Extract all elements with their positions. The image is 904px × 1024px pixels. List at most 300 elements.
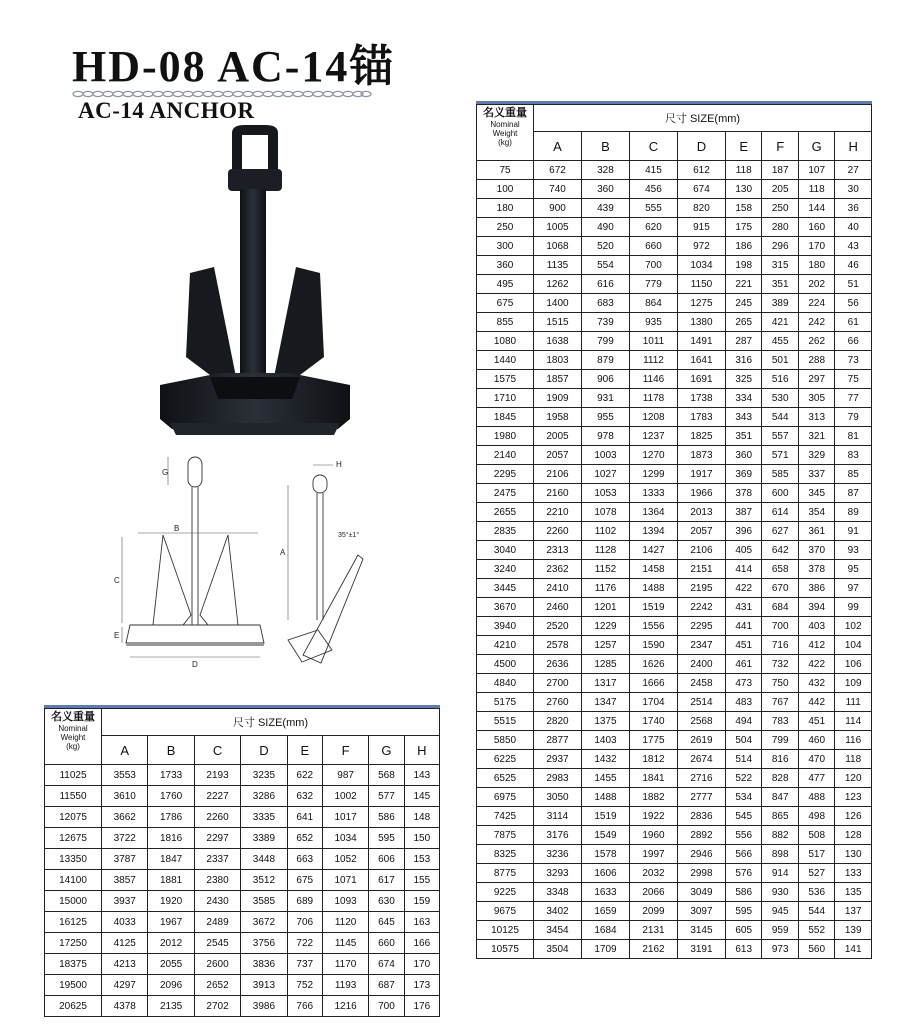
- size-cell: 663: [287, 849, 322, 870]
- size-cell: 544: [762, 408, 799, 427]
- size-cell: 202: [798, 275, 835, 294]
- table-row: [45, 786, 440, 807]
- size-cell: 557: [762, 427, 799, 446]
- size-cell: 1578: [581, 845, 629, 864]
- size-cell: 176: [404, 996, 439, 1017]
- size-cell: 1002: [322, 786, 368, 807]
- size-cell: 1275: [677, 294, 725, 313]
- size-cell: 1857: [534, 370, 582, 389]
- size-cell: 1285: [581, 655, 629, 674]
- size-cell: 3662: [102, 807, 148, 828]
- size-cell: 3335: [241, 807, 287, 828]
- nominal-weight-cell: 2475: [477, 484, 534, 503]
- size-cell: 517: [798, 845, 835, 864]
- size-cell: 3348: [534, 883, 582, 902]
- size-cell: 175: [725, 218, 762, 237]
- size-cell: 882: [762, 826, 799, 845]
- size-cell: 706: [287, 912, 322, 933]
- size-cell: 1786: [148, 807, 194, 828]
- size-cell: 2568: [677, 712, 725, 731]
- size-cell: 585: [762, 465, 799, 484]
- size-cell: 265: [725, 313, 762, 332]
- size-cell: 915: [677, 218, 725, 237]
- nominal-weight-cell: 10125: [477, 921, 534, 940]
- size-cell: 118: [835, 750, 872, 769]
- nominal-weight-cell: 4840: [477, 674, 534, 693]
- size-cell: 1549: [581, 826, 629, 845]
- size-cell: 1733: [148, 765, 194, 786]
- nominal-weight-cell: 8775: [477, 864, 534, 883]
- size-cell: 1262: [534, 275, 582, 294]
- size-cell: 1270: [629, 446, 677, 465]
- nominal-weight-cell: 3940: [477, 617, 534, 636]
- size-cell: 1966: [677, 484, 725, 503]
- size-cell: 186: [725, 237, 762, 256]
- size-cell: 498: [798, 807, 835, 826]
- size-cell: 2777: [677, 788, 725, 807]
- size-cell: 483: [725, 693, 762, 712]
- size-cell: 137: [835, 902, 872, 921]
- size-cell: 1034: [677, 256, 725, 275]
- size-cell: 205: [762, 180, 799, 199]
- size-cell: 700: [762, 617, 799, 636]
- size-cell: 221: [725, 275, 762, 294]
- size-cell: 85: [835, 465, 872, 484]
- nominal-weight-cell: 675: [477, 294, 534, 313]
- size-cell: 460: [798, 731, 835, 750]
- size-cell: 170: [798, 237, 835, 256]
- table-row: [477, 313, 872, 332]
- size-cell: 1017: [322, 807, 368, 828]
- size-header: 尺寸 SIZE(mm): [534, 105, 872, 132]
- size-cell: 606: [369, 849, 404, 870]
- size-cell: 1034: [322, 828, 368, 849]
- label-g: G: [162, 468, 169, 477]
- nominal-weight-cell: 5515: [477, 712, 534, 731]
- size-cell: 160: [798, 218, 835, 237]
- size-cell: 148: [404, 807, 439, 828]
- size-cell: 1458: [629, 560, 677, 579]
- table-row: [477, 332, 872, 351]
- size-cell: 2460: [534, 598, 582, 617]
- size-cell: 1193: [322, 975, 368, 996]
- size-cell: 432: [798, 674, 835, 693]
- size-cell: 2820: [534, 712, 582, 731]
- size-cell: 847: [762, 788, 799, 807]
- nominal-weight-cell: 4500: [477, 655, 534, 674]
- size-cell: 158: [725, 199, 762, 218]
- size-cell: 75: [835, 370, 872, 389]
- table-row: [477, 883, 872, 902]
- size-cell: 700: [369, 996, 404, 1017]
- nominal-en-3: (kg): [498, 138, 512, 147]
- size-cell: 645: [369, 912, 404, 933]
- size-cell: 1432: [581, 750, 629, 769]
- table-row: [477, 636, 872, 655]
- size-cell: 345: [798, 484, 835, 503]
- table-row: [477, 731, 872, 750]
- size-cell: 141: [835, 940, 872, 959]
- size-cell: 2545: [194, 933, 240, 954]
- table-row: [477, 294, 872, 313]
- size-cell: 566: [725, 845, 762, 864]
- table-row: [477, 940, 872, 959]
- size-cell: 2430: [194, 891, 240, 912]
- size-cell: 1011: [629, 332, 677, 351]
- size-cell: 180: [798, 256, 835, 275]
- size-cell: 4125: [102, 933, 148, 954]
- nominal-weight-cell: 250: [477, 218, 534, 237]
- size-cell: 689: [287, 891, 322, 912]
- nominal-weight-header: [45, 709, 102, 765]
- size-cell: 3235: [241, 765, 287, 786]
- size-cell: 3097: [677, 902, 725, 921]
- nominal-weight-cell: 18375: [45, 954, 102, 975]
- size-cell: 2578: [534, 636, 582, 655]
- table-row: [477, 826, 872, 845]
- size-cell: 1178: [629, 389, 677, 408]
- nominal-weight-cell: 11025: [45, 765, 102, 786]
- table-row: [477, 199, 872, 218]
- size-cell: 1922: [629, 807, 677, 826]
- size-cell: 2716: [677, 769, 725, 788]
- nominal-weight-cell: 495: [477, 275, 534, 294]
- size-cell: 2135: [148, 996, 194, 1017]
- size-cell: 2836: [677, 807, 725, 826]
- size-cell: 451: [798, 712, 835, 731]
- table-row: [45, 912, 440, 933]
- size-cell: 1112: [629, 351, 677, 370]
- size-cell: 660: [629, 237, 677, 256]
- nominal-weight-cell: 5175: [477, 693, 534, 712]
- nominal-weight-cell: 100: [477, 180, 534, 199]
- size-cell: 2032: [629, 864, 677, 883]
- size-cell: 1816: [148, 828, 194, 849]
- size-cell: 2295: [677, 617, 725, 636]
- nominal-weight-cell: 9675: [477, 902, 534, 921]
- size-cell: 153: [404, 849, 439, 870]
- size-cell: 1146: [629, 370, 677, 389]
- size-cell: 586: [725, 883, 762, 902]
- size-cell: 2057: [677, 522, 725, 541]
- label-angle: 35°±1°: [338, 532, 360, 539]
- nominal-weight-cell: 6225: [477, 750, 534, 769]
- anchor-photo: [150, 125, 360, 440]
- label-e: E: [114, 631, 120, 640]
- table-row: [477, 465, 872, 484]
- nominal-weight-cell: 19500: [45, 975, 102, 996]
- table-row: [477, 503, 872, 522]
- size-cell: 2337: [194, 849, 240, 870]
- table-row: [477, 598, 872, 617]
- size-cell: 107: [798, 161, 835, 180]
- size-cell: 1403: [581, 731, 629, 750]
- size-cell: 1027: [581, 465, 629, 484]
- size-cell: 95: [835, 560, 872, 579]
- nominal-weight-cell: 5850: [477, 731, 534, 750]
- size-cell: 732: [762, 655, 799, 674]
- size-cell: 1709: [581, 940, 629, 959]
- size-cell: 1920: [148, 891, 194, 912]
- size-cell: 360: [581, 180, 629, 199]
- nominal-weight-cell: 14100: [45, 870, 102, 891]
- nominal-weight-cell: 8325: [477, 845, 534, 864]
- size-cell: 414: [725, 560, 762, 579]
- size-cell: 387: [725, 503, 762, 522]
- size-cell: 722: [287, 933, 322, 954]
- size-cell: 378: [725, 484, 762, 503]
- size-cell: 1515: [534, 313, 582, 332]
- size-cell: 187: [762, 161, 799, 180]
- size-cell: 386: [798, 579, 835, 598]
- size-cell: 534: [725, 788, 762, 807]
- size-cell: 159: [404, 891, 439, 912]
- col-h: H: [835, 132, 872, 161]
- size-cell: 369: [725, 465, 762, 484]
- table-row: [45, 828, 440, 849]
- size-cell: 170: [404, 954, 439, 975]
- nominal-weight-header: [477, 105, 534, 161]
- nominal-weight-cell: 855: [477, 313, 534, 332]
- size-cell: 595: [725, 902, 762, 921]
- nominal-en-2: Weight: [60, 733, 86, 742]
- column-header-row: [45, 736, 440, 765]
- size-cell: 973: [762, 940, 799, 959]
- size-cell: 1150: [677, 275, 725, 294]
- size-cell: 816: [762, 750, 799, 769]
- size-cell: 421: [762, 313, 799, 332]
- size-cell: 987: [322, 765, 368, 786]
- nominal-weight-cell: 6525: [477, 769, 534, 788]
- size-cell: 328: [581, 161, 629, 180]
- size-cell: 245: [725, 294, 762, 313]
- table-row: [477, 750, 872, 769]
- size-cell: 1071: [322, 870, 368, 891]
- size-cell: 36: [835, 199, 872, 218]
- size-cell: 1997: [629, 845, 677, 864]
- size-cell: 740: [534, 180, 582, 199]
- size-cell: 935: [629, 313, 677, 332]
- size-cell: 106: [835, 655, 872, 674]
- size-cell: 586: [369, 807, 404, 828]
- size-cell: 470: [798, 750, 835, 769]
- size-cell: 128: [835, 826, 872, 845]
- col-e: E: [725, 132, 762, 161]
- nominal-weight-cell: 1845: [477, 408, 534, 427]
- size-cell: 87: [835, 484, 872, 503]
- size-cell: 43: [835, 237, 872, 256]
- col-b: B: [581, 132, 629, 161]
- size-cell: 77: [835, 389, 872, 408]
- size-cell: 1427: [629, 541, 677, 560]
- size-cell: 898: [762, 845, 799, 864]
- nominal-weight-cell: 360: [477, 256, 534, 275]
- size-cell: 155: [404, 870, 439, 891]
- size-cell: 488: [798, 788, 835, 807]
- nominal-weight-cell: 3670: [477, 598, 534, 617]
- size-cell: 262: [798, 332, 835, 351]
- size-cell: 1170: [322, 954, 368, 975]
- size-cell: 1803: [534, 351, 582, 370]
- table-row: [477, 237, 872, 256]
- col-c: C: [194, 736, 240, 765]
- size-cell: 501: [762, 351, 799, 370]
- nominal-weight-cell: 12075: [45, 807, 102, 828]
- size-cell: 2892: [677, 826, 725, 845]
- size-cell: 114: [835, 712, 872, 731]
- size-cell: 422: [798, 655, 835, 674]
- size-cell: 2400: [677, 655, 725, 674]
- size-cell: 4297: [102, 975, 148, 996]
- size-cell: 1847: [148, 849, 194, 870]
- size-cell: 670: [762, 579, 799, 598]
- size-cell: 516: [762, 370, 799, 389]
- size-cell: 1812: [629, 750, 677, 769]
- table-row: [477, 807, 872, 826]
- size-cell: 2242: [677, 598, 725, 617]
- nominal-weight-cell: 2655: [477, 503, 534, 522]
- size-cell: 150: [404, 828, 439, 849]
- size-cell: 552: [798, 921, 835, 940]
- size-cell: 568: [369, 765, 404, 786]
- size-cell: 297: [798, 370, 835, 389]
- size-cell: 955: [581, 408, 629, 427]
- size-cell: 389: [762, 294, 799, 313]
- size-cell: 879: [581, 351, 629, 370]
- size-cell: 799: [581, 332, 629, 351]
- size-cell: 3236: [534, 845, 582, 864]
- size-cell: 456: [629, 180, 677, 199]
- size-cell: 3610: [102, 786, 148, 807]
- nominal-weight-cell: 3040: [477, 541, 534, 560]
- size-cell: 687: [369, 975, 404, 996]
- size-cell: 1299: [629, 465, 677, 484]
- size-cell: 40: [835, 218, 872, 237]
- size-cell: 51: [835, 275, 872, 294]
- size-cell: 3722: [102, 828, 148, 849]
- size-cell: 439: [581, 199, 629, 218]
- size-cell: 329: [798, 446, 835, 465]
- table-row: [477, 522, 872, 541]
- table-row: [45, 807, 440, 828]
- size-cell: 737: [287, 954, 322, 975]
- size-cell: 1825: [677, 427, 725, 446]
- col-d: D: [241, 736, 287, 765]
- table-row: [477, 389, 872, 408]
- size-cell: 1519: [581, 807, 629, 826]
- size-cell: 508: [798, 826, 835, 845]
- col-a: A: [102, 736, 148, 765]
- col-h: H: [404, 736, 439, 765]
- size-cell: 1216: [322, 996, 368, 1017]
- size-cell: 2106: [677, 541, 725, 560]
- size-cell: 93: [835, 541, 872, 560]
- size-cell: 163: [404, 912, 439, 933]
- page-subtitle: AC-14 ANCHOR: [78, 98, 255, 123]
- size-cell: 133: [835, 864, 872, 883]
- size-cell: 2313: [534, 541, 582, 560]
- table-row: [477, 579, 872, 598]
- size-cell: 959: [762, 921, 799, 940]
- size-cell: 351: [725, 427, 762, 446]
- size-cell: 316: [725, 351, 762, 370]
- size-cell: 1606: [581, 864, 629, 883]
- size-cell: 627: [762, 522, 799, 541]
- size-cell: 109: [835, 674, 872, 693]
- table-row: [477, 218, 872, 237]
- size-cell: 477: [798, 769, 835, 788]
- nominal-weight-cell: 16125: [45, 912, 102, 933]
- nominal-weight-cell: 10575: [477, 940, 534, 959]
- size-cell: 1491: [677, 332, 725, 351]
- size-cell: 2652: [194, 975, 240, 996]
- size-cell: 139: [835, 921, 872, 940]
- size-cell: 1237: [629, 427, 677, 446]
- table-row: [45, 849, 440, 870]
- size-cell: 3553: [102, 765, 148, 786]
- size-cell: 1626: [629, 655, 677, 674]
- size-cell: 1691: [677, 370, 725, 389]
- size-cell: 600: [762, 484, 799, 503]
- size-cell: 1208: [629, 408, 677, 427]
- nominal-weight-cell: 2140: [477, 446, 534, 465]
- size-cell: 560: [798, 940, 835, 959]
- size-cell: 104: [835, 636, 872, 655]
- size-cell: 1488: [629, 579, 677, 598]
- size-cell: 1760: [148, 786, 194, 807]
- size-cell: 1882: [629, 788, 677, 807]
- table-row: [477, 617, 872, 636]
- size-cell: 2297: [194, 828, 240, 849]
- size-cell: 1967: [148, 912, 194, 933]
- table-row: [477, 921, 872, 940]
- size-cell: 422: [725, 579, 762, 598]
- chain-decoration: [72, 90, 372, 98]
- size-cell: 864: [629, 294, 677, 313]
- table-row: [45, 954, 440, 975]
- size-cell: 126: [835, 807, 872, 826]
- size-cell: 716: [762, 636, 799, 655]
- nominal-weight-cell: 2835: [477, 522, 534, 541]
- size-cell: 1005: [534, 218, 582, 237]
- col-b: B: [148, 736, 194, 765]
- size-cell: 473: [725, 674, 762, 693]
- size-cell: 4213: [102, 954, 148, 975]
- size-cell: 2260: [534, 522, 582, 541]
- size-cell: 576: [725, 864, 762, 883]
- size-cell: 361: [798, 522, 835, 541]
- nominal-weight-cell: 3445: [477, 579, 534, 598]
- size-cell: 556: [725, 826, 762, 845]
- nominal-weight-cell: 300: [477, 237, 534, 256]
- anchor-dimension-drawing: [108, 445, 388, 690]
- size-cell: 2160: [534, 484, 582, 503]
- size-cell: 73: [835, 351, 872, 370]
- table-row: [45, 891, 440, 912]
- size-cell: 2099: [629, 902, 677, 921]
- size-cell: 674: [677, 180, 725, 199]
- size-cell: 2380: [194, 870, 240, 891]
- size-cell: 750: [762, 674, 799, 693]
- size-cell: 2012: [148, 933, 194, 954]
- size-cell: 130: [725, 180, 762, 199]
- size-cell: 30: [835, 180, 872, 199]
- size-cell: 616: [581, 275, 629, 294]
- size-cell: 2362: [534, 560, 582, 579]
- size-cell: 3756: [241, 933, 287, 954]
- size-cell: 700: [629, 256, 677, 275]
- size-cell: 313: [798, 408, 835, 427]
